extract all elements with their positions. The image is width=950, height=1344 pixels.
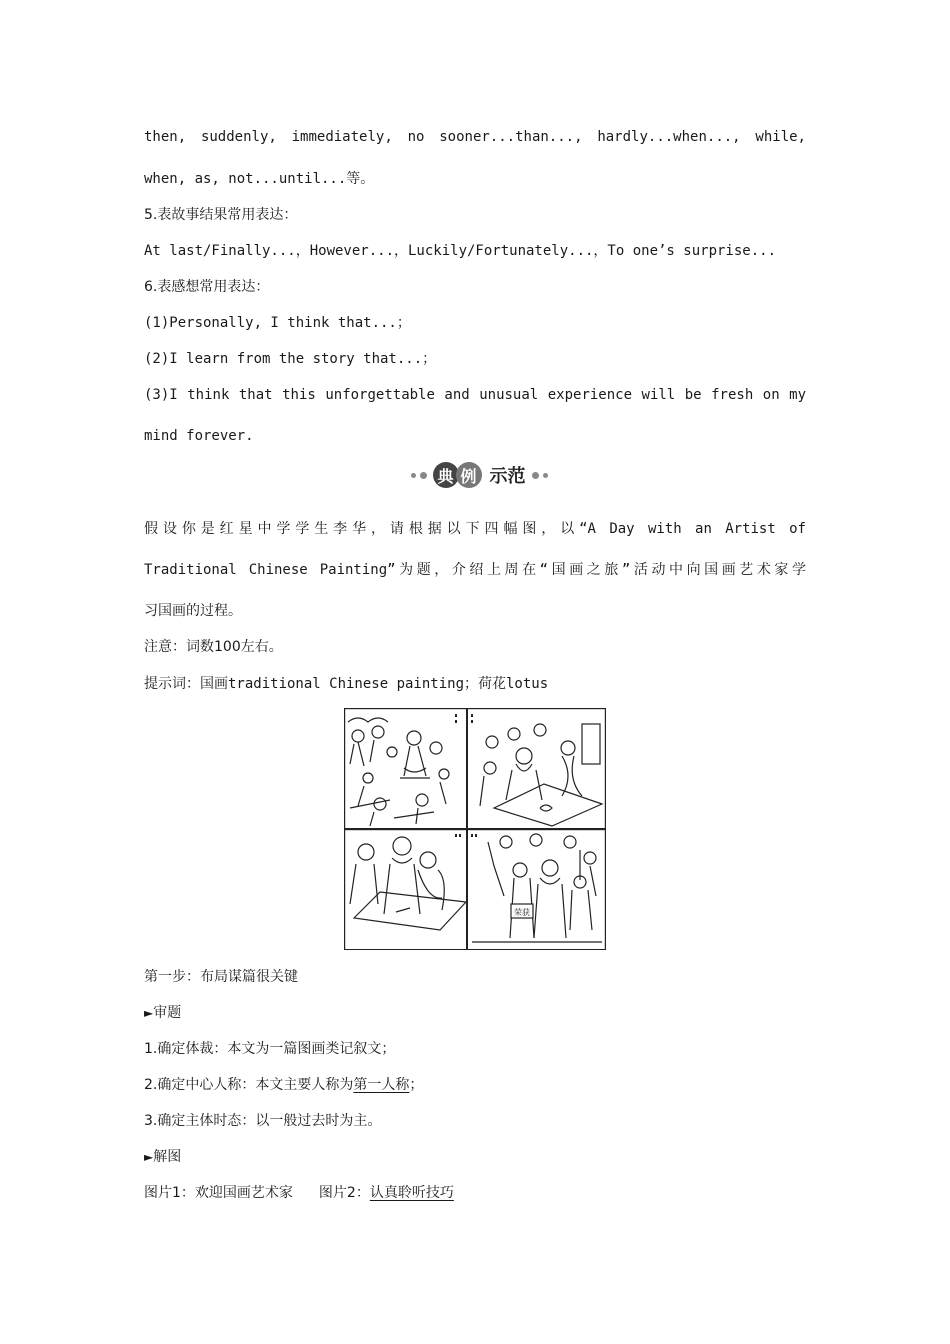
review-item: 1.确定体裁：本文为一篇图画类记叙文； bbox=[144, 1041, 396, 1057]
task-hint: 提示词：国画traditional Chinese painting；荷花lotus bbox=[144, 676, 549, 692]
text-line: then, suddenly, immediately, no sooner...than..., hardly...when..., while, bbox=[144, 129, 806, 145]
heading-badge: 例 bbox=[456, 462, 482, 488]
picture-1-description: 图片1：欢迎国画艺术家 bbox=[144, 1185, 293, 1201]
text-line: (1)Personally, I think that...； bbox=[144, 315, 411, 331]
underlined-answer: 认真聆听技巧 bbox=[369, 1185, 454, 1201]
panel-2-drawing bbox=[472, 714, 602, 826]
picture-descriptions bbox=[144, 1184, 806, 1202]
task-note: 注意：词数100左右。 bbox=[144, 639, 283, 655]
panel-1-drawing bbox=[348, 714, 456, 826]
panel-3-drawing bbox=[350, 834, 466, 930]
text-line: mind forever. bbox=[144, 428, 254, 444]
panel-4-sign: 荣获 bbox=[514, 908, 530, 917]
task-text: 假设你是红星中学学生李华，请根据以下四幅图，以“A Day with an Artist of bbox=[144, 521, 806, 537]
task-text: 习国画的过程。 bbox=[144, 603, 242, 619]
heading-text: 示范 bbox=[489, 466, 526, 487]
text-line: 5.表故事结果常用表达： bbox=[144, 207, 298, 223]
review-item-text: 2.确定中心人称：本文主要人称为 bbox=[144, 1077, 354, 1093]
review-item: 3.确定主体时态：以一般过去时为主。 bbox=[144, 1113, 382, 1129]
review-item-text: ； bbox=[409, 1077, 424, 1093]
text-line: At last/Finally...，However...，Luckily/Fortunately...，To one’s surprise... bbox=[144, 243, 777, 259]
picture-2-label: 图片2： bbox=[318, 1185, 370, 1201]
four-panel-illustration bbox=[344, 708, 606, 950]
text-line: when, as, not...until...等。 bbox=[144, 171, 375, 187]
decor-dots-right bbox=[532, 472, 548, 479]
subsection-review bbox=[144, 1004, 806, 1022]
panel-4-drawing bbox=[472, 834, 602, 942]
heading-badge: 典 bbox=[433, 462, 459, 488]
subsection-label: 审题 bbox=[153, 1005, 182, 1021]
panel-3 bbox=[345, 830, 467, 950]
underlined-answer: 第一人称 bbox=[353, 1077, 410, 1093]
text-line: (3)I think that this unforgettable and unusual experience will be fresh on my bbox=[144, 387, 806, 403]
section-heading-banner bbox=[404, 459, 554, 491]
decor-dots-left bbox=[411, 472, 427, 479]
subsection-label: 解图 bbox=[153, 1149, 182, 1165]
task-text: Traditional Chinese Painting”为题，介绍上周在“国画之旅”活动中向国画艺术家学 bbox=[144, 562, 806, 578]
subsection-analysis bbox=[144, 1148, 806, 1166]
text-line: (2)I learn from the story that...； bbox=[144, 351, 437, 367]
panel-2 bbox=[467, 709, 605, 829]
triangle-bullet-icon: ► bbox=[144, 1006, 154, 1020]
triangle-bullet-icon: ► bbox=[144, 1150, 154, 1164]
review-item bbox=[144, 1076, 806, 1094]
step-title: 第一步：布局谋篇很关键 bbox=[144, 969, 298, 985]
panel-4 bbox=[467, 830, 605, 950]
text-line: 6.表感想常用表达： bbox=[144, 279, 270, 295]
